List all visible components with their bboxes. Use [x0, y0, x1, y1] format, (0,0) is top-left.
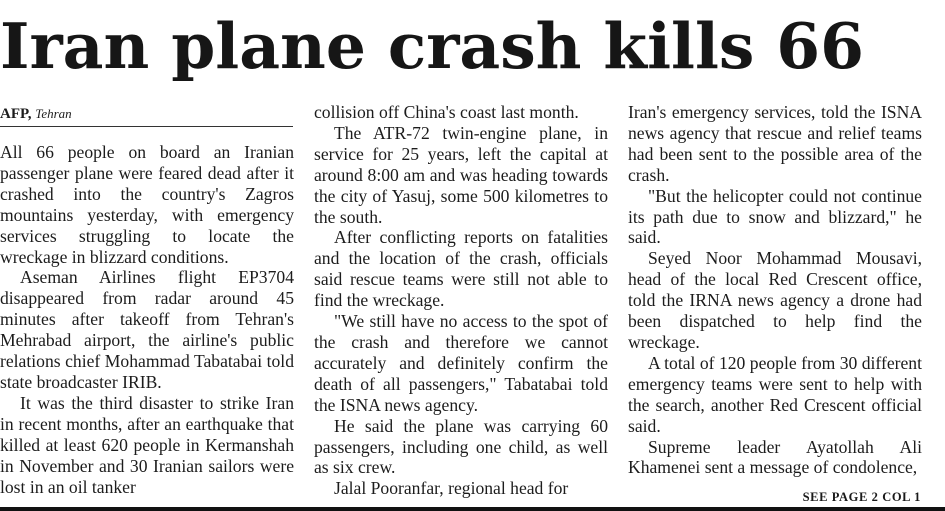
continued-jump-line: SEE PAGE 2 COL 1: [802, 490, 921, 504]
paragraph: "But the helicopter could not continue its path due to snow and blizzard," he said.: [628, 185, 922, 248]
paragraph: Iran's emergency services, told the ISNA news agency that rescue and relief teams had been sent to the possible area of the crash.: [628, 102, 922, 185]
bottom-rule: [0, 507, 945, 511]
paragraph: All 66 people on board an Iranian passenger plane were feared dead after it crashed into the country's Zagros mountains yesterday, with emergency services struggling to locate the wreckage in blizzard conditions.: [0, 142, 294, 267]
paragraph: The ATR-72 twin-engine plane, in service for 25 years, left the capital at around 8:00 am and was heading towards the city of Yasuj, some 500 kilometres to the south.: [314, 122, 608, 227]
byline-place: Tehran: [35, 106, 72, 121]
article-column-2: [314, 102, 608, 499]
paragraph: collision off China's coast last month.: [314, 102, 579, 122]
paragraph: Aseman Airlines flight EP3704 disappeared from radar around 45 minutes after takeoff from Tehran's Mehrabad airport, the airline's public relations chief Mohammad Tabatabai told state broadcaster IRIB.: [0, 267, 294, 392]
headline: Iran plane crash kills 66: [0, 9, 864, 83]
paragraph: Seyed Noor Mohammad Mousavi, head of the local Red Crescent office, told the IRNA news agency a drone had been dispatched to help find the wreckage.: [628, 248, 922, 352]
paragraph: He said the plane was carrying 60 passengers, including one child, as well as six crew.: [314, 415, 608, 478]
byline: [0, 104, 293, 127]
paragraph: A total of 120 people from 30 different emergency teams were sent to help with the search, another Red Crescent official said.: [628, 352, 922, 436]
paragraph: After conflicting reports on fatalities and the location of the crash, officials said rescue teams were still not able to find the wreckage.: [314, 227, 608, 311]
paragraph: It was the third disaster to strike Iran in recent months, after an earthquake that killed at least 620 people in Kermanshah in November and 30 Iranian sailors were lost in an oil tanker: [0, 392, 294, 497]
paragraph: "We still have no access to the spot of the crash and therefore we cannot accurately and definitely confirm the death of all passengers," Tabatabai told the ISNA news agency.: [314, 311, 608, 415]
byline-agency: AFP,: [0, 106, 32, 122]
paragraph: Supreme leader Ayatollah Ali Khamenei sent a message of condolence,: [628, 436, 922, 478]
paragraph: Jalal Pooranfar, regional head for: [334, 478, 569, 499]
article-column-3: [628, 102, 922, 478]
article-column-1: [0, 104, 294, 497]
